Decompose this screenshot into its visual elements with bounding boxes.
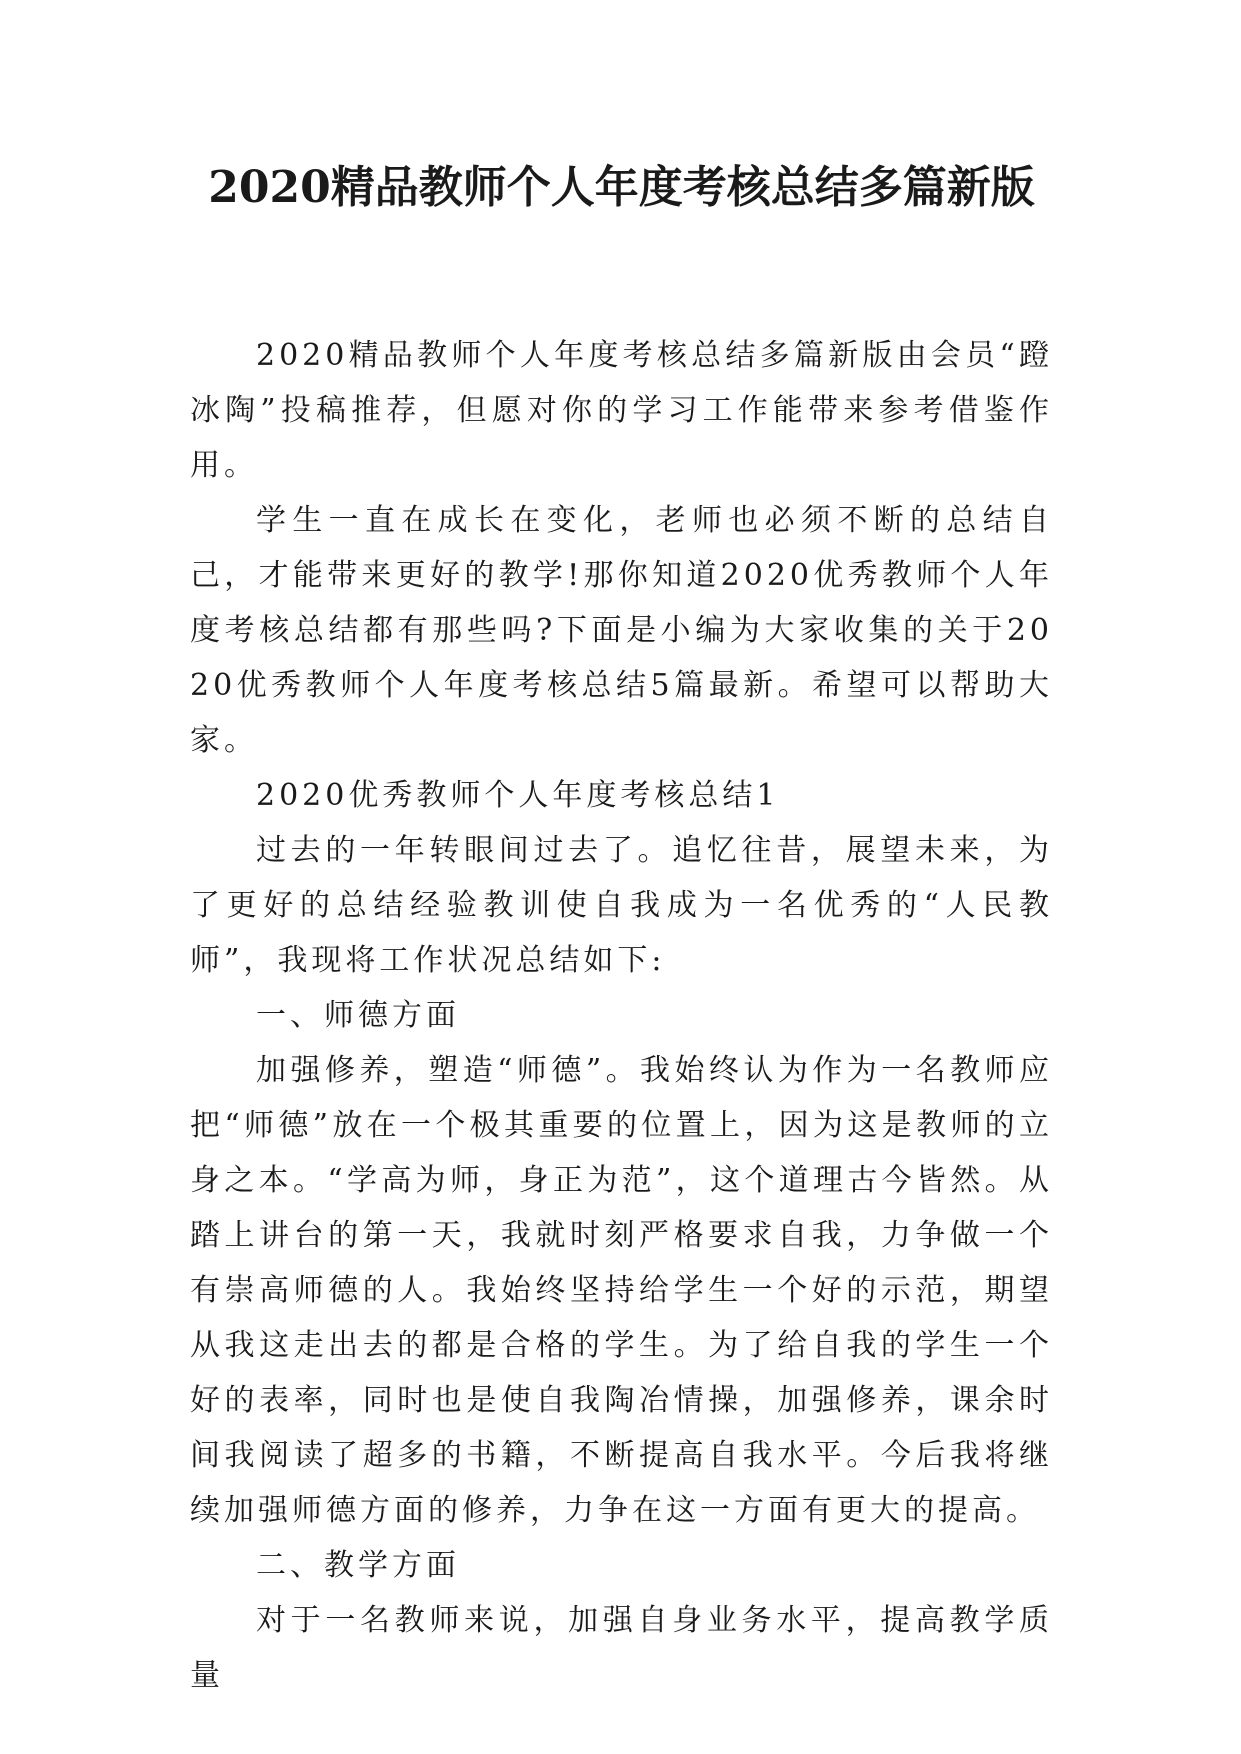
preface-paragraph: 学生一直在成长在变化，老师也必须不断的总结自己，才能带来更好的教学!那你知道2020优秀教师个人年度考核总结都有那些吗?下面是小编为大家收集的关于2020优秀教师个人年度考核总结5篇最新。希望可以帮助大家。 — [190, 503, 1053, 758]
section-heading-teaching: 二、教学方面 — [256, 1548, 460, 1583]
body-paragraph: 对于一名教师来说，加强自身业务水平，提高教学质量 — [190, 1603, 1053, 1693]
section-heading-ethics: 一、师德方面 — [256, 998, 460, 1033]
section-heading-summary-1: 2020优秀教师个人年度考核总结1 — [256, 778, 780, 813]
intro-paragraph: 2020精品教师个人年度考核总结多篇新版由会员“蹬冰陶”投稿推荐，但愿对你的学习工作能带来参考借鉴作用。 — [190, 338, 1053, 483]
document-title: 2020精品教师个人年度考核总结多篇新版 — [208, 162, 1035, 213]
document-body — [190, 328, 1053, 1703]
body-paragraph: 过去的一年转眼间过去了。追忆往昔，展望未来，为了更好的总结经验教训使自我成为一名优秀的“人民教师”，我现将工作状况总结如下: — [190, 833, 1053, 978]
body-paragraph: 加强修养，塑造“师德”。我始终认为作为一名教师应把“师德”放在一个极其重要的位置上，因为这是教师的立身之本。“学高为师，身正为范”，这个道理古今皆然。从踏上讲台的第一天，我就时刻严格要求自我，力争做一个有崇高师德的人。我始终坚持给学生一个好的示范，期望从我这走出去的都是合格的学生。为了给自我的学生一个好的表率，同时也是使自我陶冶情操，加强修养，课余时间我阅读了超多的书籍，不断提高自我水平。今后我将继续加强师德方面的修养，力争在这一方面有更大的提高。 — [190, 1053, 1053, 1528]
